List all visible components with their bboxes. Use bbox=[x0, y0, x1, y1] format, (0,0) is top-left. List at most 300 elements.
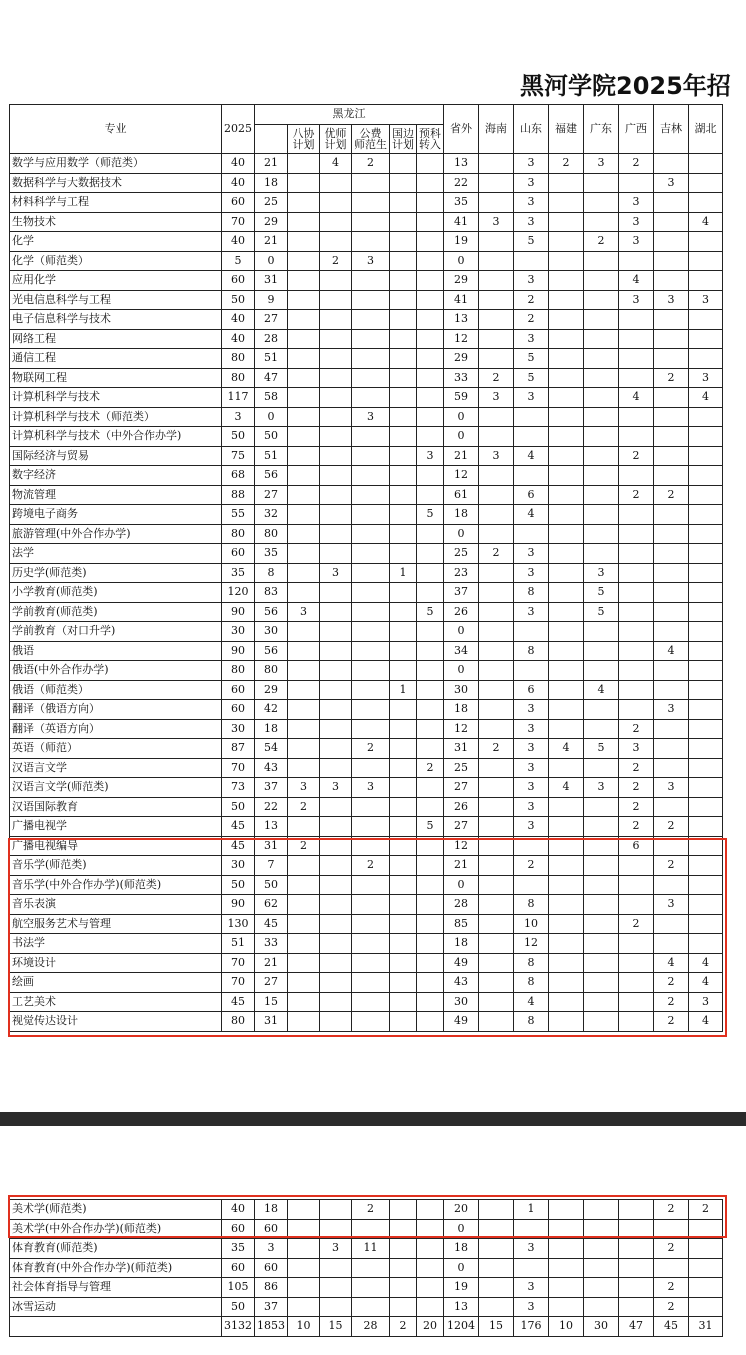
count-cell bbox=[584, 368, 619, 388]
count-cell bbox=[514, 622, 549, 642]
count-cell bbox=[390, 778, 417, 798]
count-cell bbox=[417, 544, 444, 564]
major-name-cell: 学前教育(师范类) bbox=[10, 602, 222, 622]
count-cell: 4 bbox=[619, 388, 654, 408]
count-cell bbox=[619, 1239, 654, 1259]
count-cell bbox=[619, 329, 654, 349]
count-cell bbox=[689, 193, 723, 213]
count-cell bbox=[320, 173, 352, 193]
count-cell: 33 bbox=[255, 934, 288, 954]
count-cell bbox=[479, 583, 514, 603]
count-cell: 4 bbox=[514, 505, 549, 525]
count-cell: 2 bbox=[619, 914, 654, 934]
count-cell bbox=[417, 719, 444, 739]
count-cell: 8 bbox=[255, 563, 288, 583]
table-row bbox=[10, 1258, 723, 1278]
major-name-cell: 电子信息科学与技术 bbox=[10, 310, 222, 330]
count-cell bbox=[390, 583, 417, 603]
count-cell: 70 bbox=[222, 973, 255, 993]
major-name-cell: 音乐表演 bbox=[10, 895, 222, 915]
major-name-cell: 计算机科学与技术 bbox=[10, 388, 222, 408]
count-cell: 29 bbox=[444, 271, 479, 291]
count-cell bbox=[320, 505, 352, 525]
count-cell bbox=[689, 700, 723, 720]
count-cell: 105 bbox=[222, 1278, 255, 1298]
count-cell: 37 bbox=[255, 778, 288, 798]
count-cell: 18 bbox=[444, 700, 479, 720]
count-cell: 12 bbox=[444, 466, 479, 486]
count-cell: 27 bbox=[255, 310, 288, 330]
count-cell: 2 bbox=[514, 856, 549, 876]
table-row bbox=[10, 407, 723, 427]
count-cell bbox=[584, 427, 619, 447]
count-cell bbox=[549, 622, 584, 642]
count-cell bbox=[584, 290, 619, 310]
count-cell bbox=[417, 407, 444, 427]
count-cell: 4 bbox=[549, 739, 584, 759]
count-cell bbox=[288, 232, 320, 252]
count-cell bbox=[689, 739, 723, 759]
count-cell bbox=[584, 505, 619, 525]
count-cell: 1204 bbox=[444, 1317, 479, 1337]
count-cell bbox=[549, 1258, 584, 1278]
count-cell: 3 bbox=[255, 1239, 288, 1259]
count-cell bbox=[654, 427, 689, 447]
count-cell bbox=[514, 466, 549, 486]
table-row bbox=[10, 680, 723, 700]
major-name-cell: 网络工程 bbox=[10, 329, 222, 349]
count-cell: 41 bbox=[444, 290, 479, 310]
count-cell: 1853 bbox=[255, 1317, 288, 1337]
count-cell: 8 bbox=[514, 953, 549, 973]
header-hlj-total bbox=[255, 125, 288, 154]
count-cell: 9 bbox=[255, 290, 288, 310]
count-cell bbox=[352, 641, 390, 661]
count-cell bbox=[417, 466, 444, 486]
count-cell: 26 bbox=[444, 602, 479, 622]
major-name-cell: 光电信息科学与工程 bbox=[10, 290, 222, 310]
count-cell bbox=[654, 544, 689, 564]
count-cell: 2 bbox=[654, 817, 689, 837]
count-cell: 50 bbox=[222, 797, 255, 817]
count-cell: 80 bbox=[255, 524, 288, 544]
count-cell: 30 bbox=[444, 992, 479, 1012]
count-cell bbox=[479, 563, 514, 583]
count-cell: 21 bbox=[444, 856, 479, 876]
count-cell bbox=[479, 817, 514, 837]
count-cell bbox=[390, 602, 417, 622]
count-cell: 5 bbox=[584, 583, 619, 603]
count-cell bbox=[654, 758, 689, 778]
count-cell: 27 bbox=[444, 817, 479, 837]
count-cell: 2 bbox=[352, 856, 390, 876]
count-cell bbox=[390, 622, 417, 642]
table-row bbox=[10, 193, 723, 213]
count-cell: 6 bbox=[619, 836, 654, 856]
major-name-cell: 环境设计 bbox=[10, 953, 222, 973]
count-cell bbox=[654, 583, 689, 603]
count-cell bbox=[654, 466, 689, 486]
count-cell bbox=[320, 719, 352, 739]
count-cell: 3 bbox=[654, 700, 689, 720]
count-cell bbox=[689, 817, 723, 837]
count-cell bbox=[584, 446, 619, 466]
count-cell: 45 bbox=[654, 1317, 689, 1337]
major-name-cell: 旅游管理(中外合作办学) bbox=[10, 524, 222, 544]
count-cell bbox=[549, 719, 584, 739]
count-cell bbox=[549, 193, 584, 213]
count-cell bbox=[689, 427, 723, 447]
count-cell: 3 bbox=[514, 193, 549, 213]
count-cell: 25 bbox=[444, 544, 479, 564]
count-cell bbox=[479, 1258, 514, 1278]
count-cell bbox=[320, 700, 352, 720]
count-cell bbox=[689, 505, 723, 525]
count-cell: 2 bbox=[479, 739, 514, 759]
table-row bbox=[10, 797, 723, 817]
count-cell: 5 bbox=[514, 232, 549, 252]
count-cell: 3 bbox=[514, 719, 549, 739]
highlight-box-bottom bbox=[8, 1195, 727, 1238]
count-cell bbox=[584, 1239, 619, 1259]
count-cell bbox=[288, 622, 320, 642]
count-cell bbox=[619, 310, 654, 330]
count-cell: 26 bbox=[444, 797, 479, 817]
count-cell bbox=[654, 505, 689, 525]
count-cell bbox=[654, 349, 689, 369]
count-cell: 6 bbox=[514, 680, 549, 700]
count-cell bbox=[689, 446, 723, 466]
count-cell: 86 bbox=[255, 1278, 288, 1298]
count-cell: 3 bbox=[619, 193, 654, 213]
header-row bbox=[10, 105, 723, 125]
count-cell: 2 bbox=[619, 797, 654, 817]
count-cell bbox=[584, 661, 619, 681]
count-cell bbox=[549, 290, 584, 310]
count-cell bbox=[689, 622, 723, 642]
count-cell bbox=[689, 661, 723, 681]
count-cell bbox=[288, 154, 320, 174]
count-cell bbox=[654, 388, 689, 408]
count-cell: 30 bbox=[222, 856, 255, 876]
count-cell: 2 bbox=[619, 719, 654, 739]
count-cell: 2 bbox=[619, 154, 654, 174]
count-cell bbox=[584, 524, 619, 544]
count-cell: 21 bbox=[255, 154, 288, 174]
major-name-cell: 书法学 bbox=[10, 934, 222, 954]
count-cell bbox=[390, 368, 417, 388]
count-cell bbox=[549, 661, 584, 681]
count-cell bbox=[549, 1278, 584, 1298]
table-row bbox=[10, 329, 723, 349]
count-cell: 40 bbox=[222, 1200, 255, 1220]
count-cell bbox=[390, 719, 417, 739]
count-cell bbox=[352, 1258, 390, 1278]
count-cell: 60 bbox=[222, 271, 255, 291]
count-cell bbox=[417, 368, 444, 388]
count-cell bbox=[619, 368, 654, 388]
major-name-cell: 学前教育（对口升学) bbox=[10, 622, 222, 642]
header-province: 广西 bbox=[619, 105, 654, 154]
count-cell bbox=[390, 758, 417, 778]
count-cell bbox=[288, 173, 320, 193]
count-cell bbox=[689, 232, 723, 252]
count-cell bbox=[320, 388, 352, 408]
count-cell: 3 bbox=[654, 895, 689, 915]
count-cell: 85 bbox=[444, 914, 479, 934]
count-cell: 35 bbox=[444, 193, 479, 213]
count-cell bbox=[320, 349, 352, 369]
count-cell bbox=[320, 368, 352, 388]
count-cell bbox=[549, 407, 584, 427]
header-outside: 省外 bbox=[444, 105, 479, 154]
count-cell: 2 bbox=[320, 251, 352, 271]
count-cell bbox=[352, 212, 390, 232]
major-name-cell: 航空服务艺术与管理 bbox=[10, 914, 222, 934]
major-name-cell: 数据科学与大数据技术 bbox=[10, 173, 222, 193]
count-cell: 80 bbox=[222, 368, 255, 388]
count-cell: 2 bbox=[352, 154, 390, 174]
count-cell bbox=[549, 505, 584, 525]
count-cell: 3 bbox=[320, 1239, 352, 1259]
count-cell: 3 bbox=[584, 563, 619, 583]
count-cell bbox=[619, 680, 654, 700]
count-cell bbox=[288, 1239, 320, 1259]
count-cell bbox=[417, 797, 444, 817]
major-name-cell: 法学 bbox=[10, 544, 222, 564]
count-cell bbox=[288, 407, 320, 427]
table-row bbox=[10, 661, 723, 681]
count-cell bbox=[352, 622, 390, 642]
count-cell: 51 bbox=[222, 934, 255, 954]
count-cell: 2 bbox=[654, 856, 689, 876]
table-row bbox=[10, 154, 723, 174]
count-cell bbox=[584, 641, 619, 661]
count-cell bbox=[288, 329, 320, 349]
major-name-cell: 生物技术 bbox=[10, 212, 222, 232]
count-cell: 60 bbox=[222, 1219, 255, 1239]
count-cell: 2 bbox=[549, 154, 584, 174]
count-cell bbox=[390, 290, 417, 310]
table-row bbox=[10, 388, 723, 408]
count-cell: 3 bbox=[320, 563, 352, 583]
count-cell bbox=[390, 212, 417, 232]
count-cell bbox=[352, 388, 390, 408]
count-cell bbox=[479, 193, 514, 213]
count-cell: 18 bbox=[255, 173, 288, 193]
count-cell bbox=[654, 797, 689, 817]
count-cell: 0 bbox=[444, 407, 479, 427]
count-cell bbox=[619, 1297, 654, 1317]
count-cell bbox=[417, 622, 444, 642]
count-cell bbox=[549, 349, 584, 369]
count-cell bbox=[320, 1278, 352, 1298]
count-cell: 2 bbox=[288, 797, 320, 817]
count-cell bbox=[390, 1278, 417, 1298]
count-cell bbox=[654, 329, 689, 349]
count-cell: 61 bbox=[444, 485, 479, 505]
count-cell bbox=[352, 193, 390, 213]
count-cell: 0 bbox=[444, 622, 479, 642]
count-cell: 51 bbox=[255, 349, 288, 369]
count-cell: 0 bbox=[255, 407, 288, 427]
count-cell: 18 bbox=[444, 1239, 479, 1259]
header-heilongjiang: 黑龙江 bbox=[255, 105, 444, 125]
count-cell bbox=[654, 193, 689, 213]
count-cell: 60 bbox=[222, 680, 255, 700]
count-cell: 54 bbox=[255, 739, 288, 759]
count-cell: 3 bbox=[619, 232, 654, 252]
count-cell bbox=[689, 719, 723, 739]
count-cell bbox=[689, 154, 723, 174]
count-cell bbox=[654, 232, 689, 252]
count-cell bbox=[689, 680, 723, 700]
count-cell bbox=[619, 622, 654, 642]
count-cell bbox=[584, 485, 619, 505]
count-cell bbox=[320, 680, 352, 700]
count-cell: 68 bbox=[222, 466, 255, 486]
count-cell: 11 bbox=[352, 1239, 390, 1259]
count-cell: 62 bbox=[255, 895, 288, 915]
count-cell: 3 bbox=[514, 271, 549, 291]
count-cell bbox=[549, 817, 584, 837]
count-cell: 2 bbox=[619, 446, 654, 466]
count-cell: 40 bbox=[222, 173, 255, 193]
count-cell: 59 bbox=[444, 388, 479, 408]
count-cell: 49 bbox=[444, 953, 479, 973]
count-cell: 0 bbox=[444, 661, 479, 681]
count-cell bbox=[654, 251, 689, 271]
count-cell bbox=[584, 407, 619, 427]
count-cell bbox=[320, 271, 352, 291]
major-name-cell: 广播电视编导 bbox=[10, 836, 222, 856]
count-cell: 43 bbox=[444, 973, 479, 993]
count-cell bbox=[654, 154, 689, 174]
major-name-cell: 化学（师范类） bbox=[10, 251, 222, 271]
major-name-cell: 俄语（师范类） bbox=[10, 680, 222, 700]
count-cell: 13 bbox=[444, 310, 479, 330]
count-cell bbox=[654, 407, 689, 427]
count-cell bbox=[390, 173, 417, 193]
count-cell: 40 bbox=[222, 310, 255, 330]
count-cell bbox=[288, 446, 320, 466]
count-cell bbox=[352, 290, 390, 310]
major-name-cell: 汉语国际教育 bbox=[10, 797, 222, 817]
count-cell: 35 bbox=[222, 1239, 255, 1259]
count-cell bbox=[689, 466, 723, 486]
count-cell bbox=[549, 602, 584, 622]
major-name-cell: 俄语(中外合作办学) bbox=[10, 661, 222, 681]
major-name-cell: 小学教育(师范类) bbox=[10, 583, 222, 603]
count-cell bbox=[479, 505, 514, 525]
major-name-cell: 翻译（俄语方向） bbox=[10, 700, 222, 720]
count-cell bbox=[288, 193, 320, 213]
count-cell: 3 bbox=[514, 173, 549, 193]
table-row bbox=[10, 641, 723, 661]
count-cell bbox=[549, 329, 584, 349]
count-cell bbox=[549, 173, 584, 193]
count-cell: 18 bbox=[444, 934, 479, 954]
count-cell bbox=[689, 173, 723, 193]
count-cell: 2 bbox=[514, 290, 549, 310]
count-cell bbox=[417, 290, 444, 310]
count-cell: 13 bbox=[255, 817, 288, 837]
count-cell bbox=[584, 212, 619, 232]
count-cell: 20 bbox=[444, 1200, 479, 1220]
count-cell: 2 bbox=[514, 310, 549, 330]
count-cell: 45 bbox=[222, 817, 255, 837]
count-cell: 33 bbox=[444, 368, 479, 388]
count-cell: 58 bbox=[255, 388, 288, 408]
count-cell: 8 bbox=[514, 895, 549, 915]
major-name-cell: 社会体育指导与管理 bbox=[10, 1278, 222, 1298]
count-cell bbox=[390, 407, 417, 427]
count-cell bbox=[417, 212, 444, 232]
count-cell: 8 bbox=[514, 973, 549, 993]
count-cell: 70 bbox=[222, 953, 255, 973]
count-cell: 29 bbox=[444, 349, 479, 369]
table-row bbox=[10, 173, 723, 193]
count-cell bbox=[549, 544, 584, 564]
count-cell: 4 bbox=[584, 680, 619, 700]
major-name-cell: 工艺美术 bbox=[10, 992, 222, 1012]
count-cell: 31 bbox=[255, 1012, 288, 1032]
count-cell: 23 bbox=[444, 563, 479, 583]
count-cell bbox=[390, 641, 417, 661]
count-cell: 83 bbox=[255, 583, 288, 603]
count-cell bbox=[417, 310, 444, 330]
count-cell bbox=[352, 329, 390, 349]
count-cell bbox=[479, 661, 514, 681]
count-cell: 50 bbox=[255, 875, 288, 895]
count-cell bbox=[584, 329, 619, 349]
header-hlj-sub: 国边 计划 bbox=[390, 125, 417, 154]
header-year: 2025 bbox=[222, 105, 255, 154]
count-cell: 2 bbox=[619, 485, 654, 505]
count-cell: 56 bbox=[255, 602, 288, 622]
count-cell bbox=[549, 583, 584, 603]
major-name-cell: 物联网工程 bbox=[10, 368, 222, 388]
count-cell: 28 bbox=[255, 329, 288, 349]
count-cell: 5 bbox=[222, 251, 255, 271]
count-cell bbox=[417, 1239, 444, 1259]
header-province: 吉林 bbox=[654, 105, 689, 154]
count-cell bbox=[417, 1297, 444, 1317]
count-cell bbox=[549, 271, 584, 291]
count-cell bbox=[352, 485, 390, 505]
count-cell bbox=[352, 544, 390, 564]
table-row bbox=[10, 349, 723, 369]
count-cell bbox=[390, 310, 417, 330]
count-cell bbox=[479, 251, 514, 271]
count-cell bbox=[352, 524, 390, 544]
count-cell: 5 bbox=[417, 602, 444, 622]
count-cell: 15 bbox=[479, 1317, 514, 1337]
count-cell: 60 bbox=[222, 1258, 255, 1278]
count-cell bbox=[288, 524, 320, 544]
header-province: 湖北 bbox=[689, 105, 723, 154]
count-cell bbox=[352, 505, 390, 525]
count-cell bbox=[584, 193, 619, 213]
count-cell: 50 bbox=[222, 875, 255, 895]
count-cell bbox=[288, 212, 320, 232]
count-cell: 2 bbox=[689, 1200, 723, 1220]
count-cell bbox=[352, 368, 390, 388]
count-cell bbox=[320, 583, 352, 603]
count-cell bbox=[352, 700, 390, 720]
count-cell: 3 bbox=[514, 817, 549, 837]
count-cell: 2 bbox=[584, 232, 619, 252]
